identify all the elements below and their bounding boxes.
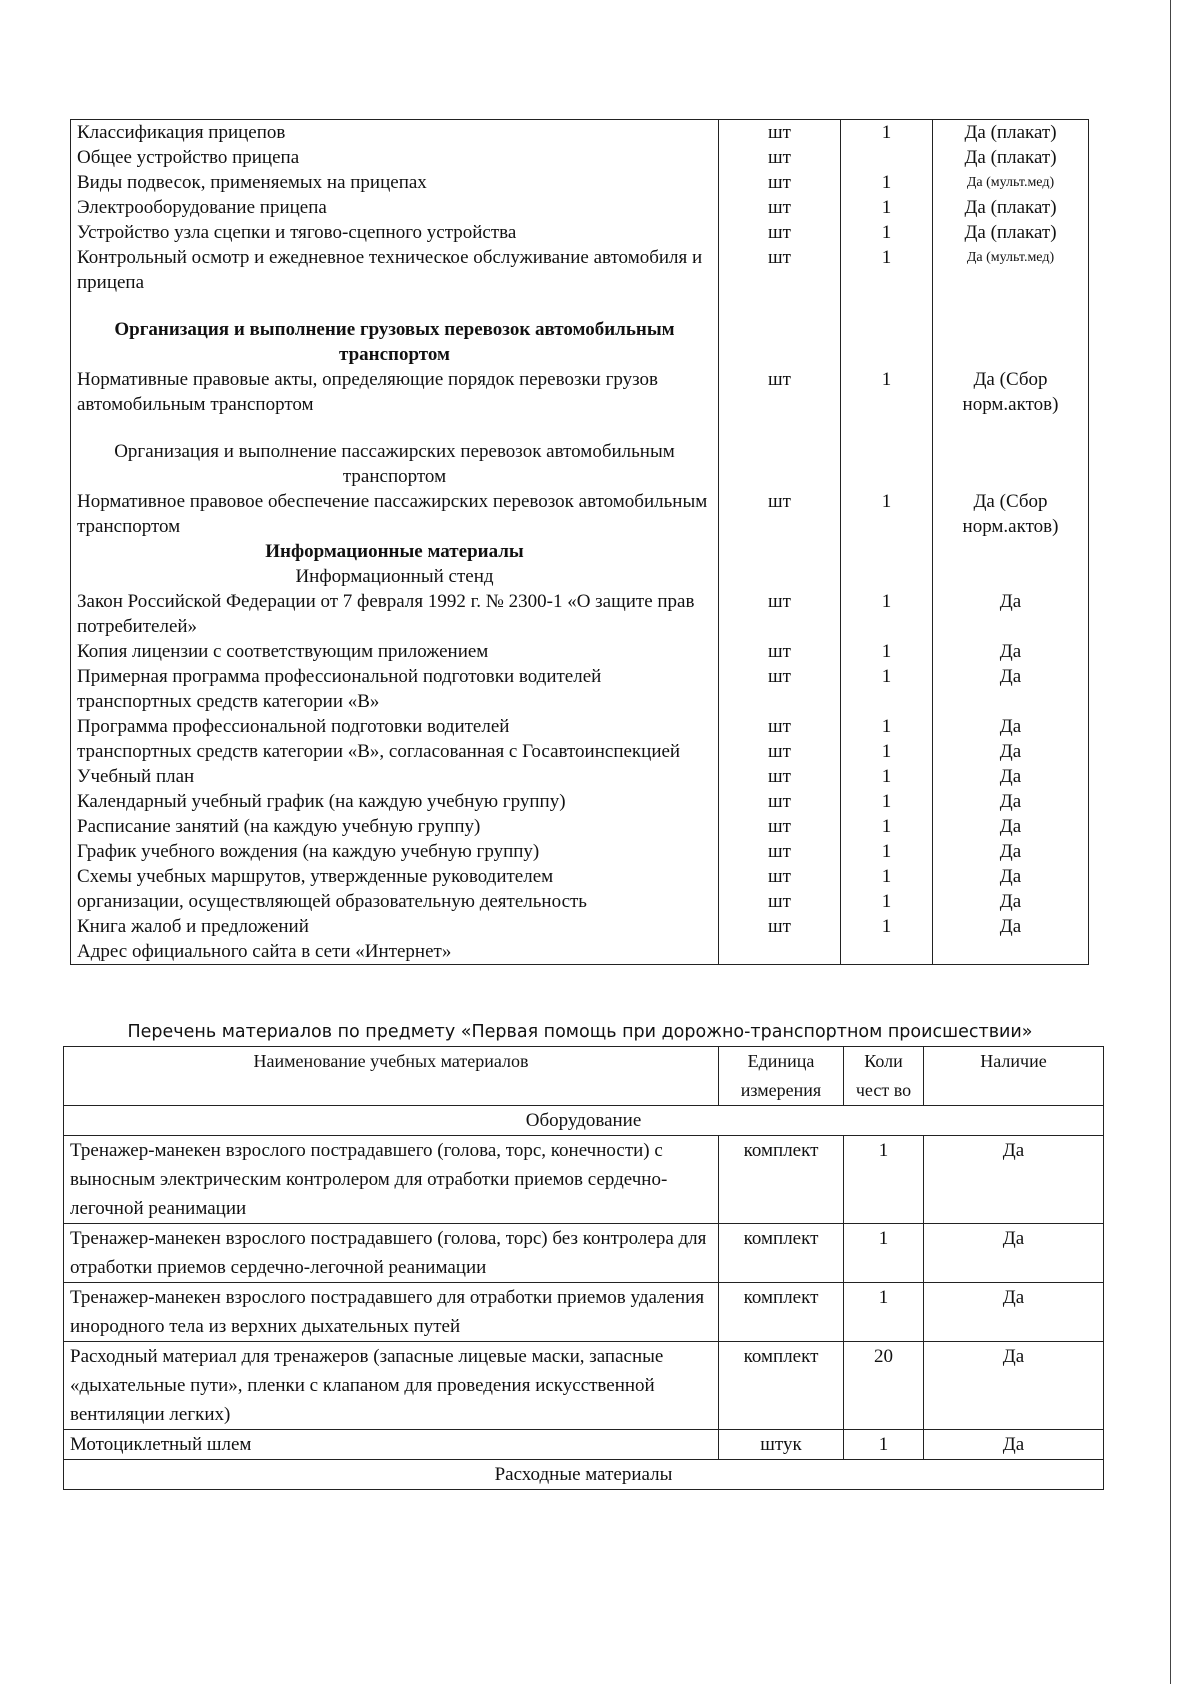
row-name: Электрооборудование прицепа — [71, 195, 719, 220]
row-unit: шт — [719, 170, 841, 195]
row-availability: Да — [933, 814, 1089, 839]
row-qty: 1 — [844, 1136, 924, 1224]
table-row — [71, 889, 1089, 914]
spacer-row — [71, 417, 1089, 439]
row-qty: 1 — [841, 789, 933, 814]
section-row — [71, 439, 1089, 489]
row-name: Закон Российской Федерации от 7 февраля 1992 г. № 2300-1 «О защите прав потребителей» — [71, 589, 719, 639]
row-name: Классификация прицепов — [71, 120, 719, 146]
section-row — [64, 1106, 1104, 1136]
row-unit — [719, 939, 841, 965]
row-availability: Да — [933, 714, 1089, 739]
row-availability — [933, 939, 1089, 965]
row-name: Схемы учебных маршрутов, утвержденные руководителем — [71, 864, 719, 889]
section-heading-passenger: Организация и выполнение пассажирских перевозок автомобильным транспортом — [71, 439, 719, 489]
row-availability: Да — [924, 1430, 1104, 1460]
row-name: Копия лицензии с соответствующим приложением — [71, 639, 719, 664]
table-row — [71, 639, 1089, 664]
page-edge-line — [1170, 0, 1171, 1684]
row-unit: шт — [719, 120, 841, 146]
row-qty: 1 — [841, 914, 933, 939]
row-name: Расходный материал для тренажеров (запасные лицевые маски, запасные «дыхательные пути», пленки с клапаном для проведения искусственной вентиляции легких) — [64, 1342, 719, 1430]
header-name: Наименование учебных материалов — [64, 1047, 719, 1106]
row-qty: 1 — [841, 170, 933, 195]
row-name: Учебный план — [71, 764, 719, 789]
section-heading-cargo: Организация и выполнение грузовых перевозок автомобильным транспортом — [71, 317, 719, 367]
table-row — [71, 839, 1089, 864]
row-qty — [841, 145, 933, 170]
row-availability: Да (мульт.мед) — [933, 170, 1089, 195]
table-row — [71, 764, 1089, 789]
row-availability: Да (плакат) — [933, 145, 1089, 170]
row-unit: шт — [719, 195, 841, 220]
table-row — [71, 789, 1089, 814]
row-availability: Да — [933, 839, 1089, 864]
row-availability: Да (плакат) — [933, 120, 1089, 146]
row-availability: Да (Сбор норм.актов) — [933, 489, 1089, 539]
header-qty: Коли чест во — [844, 1047, 924, 1106]
table-row — [71, 864, 1089, 889]
section-row — [71, 539, 1089, 564]
row-name: Тренажер-манекен взрослого пострадавшего (голова, торс, конечности) с выносным электрическим контролером для отработки приемов сердечно-легочной реанимации — [64, 1136, 719, 1224]
row-name: Мотоциклетный шлем — [64, 1430, 719, 1460]
row-availability: Да — [933, 664, 1089, 714]
row-unit: шт — [719, 889, 841, 914]
materials-table-continued — [70, 119, 1089, 965]
row-qty: 1 — [841, 864, 933, 889]
row-unit: шт — [719, 739, 841, 764]
row-unit: шт — [719, 367, 841, 417]
row-availability: Да (мульт.мед) — [933, 245, 1089, 295]
section-heading-equipment: Оборудование — [64, 1106, 1104, 1136]
row-name: Контрольный осмотр и ежедневное техническое обслуживание автомобиля и прицепа — [71, 245, 719, 295]
row-unit: штук — [719, 1430, 844, 1460]
table-row — [71, 664, 1089, 714]
table-row — [71, 120, 1089, 146]
table-row — [71, 220, 1089, 245]
header-availability: Наличие — [924, 1047, 1104, 1106]
row-availability: Да — [933, 889, 1089, 914]
table-row — [71, 245, 1089, 295]
row-qty: 1 — [841, 714, 933, 739]
table-row — [64, 1342, 1104, 1430]
row-availability: Да (плакат) — [933, 195, 1089, 220]
row-qty: 1 — [841, 664, 933, 714]
row-name: организации, осуществляющей образовательную деятельность — [71, 889, 719, 914]
row-unit: шт — [719, 839, 841, 864]
row-qty: 1 — [841, 220, 933, 245]
row-availability: Да — [924, 1136, 1104, 1224]
row-name: Общее устройство прицепа — [71, 145, 719, 170]
row-unit: шт — [719, 220, 841, 245]
section-row — [71, 564, 1089, 589]
table-row — [64, 1430, 1104, 1460]
first-aid-materials-table — [63, 1046, 1104, 1490]
row-unit: шт — [719, 589, 841, 639]
row-availability: Да — [933, 589, 1089, 639]
table-row — [71, 489, 1089, 539]
row-qty: 1 — [841, 764, 933, 789]
row-qty: 1 — [841, 195, 933, 220]
row-unit: шт — [719, 245, 841, 295]
row-unit: шт — [719, 639, 841, 664]
row-qty: 1 — [841, 814, 933, 839]
row-qty: 1 — [841, 120, 933, 146]
row-qty: 1 — [841, 589, 933, 639]
row-qty: 1 — [841, 245, 933, 295]
row-qty: 1 — [841, 739, 933, 764]
table-row — [71, 367, 1089, 417]
row-unit: комплект — [719, 1224, 844, 1283]
row-qty: 1 — [844, 1430, 924, 1460]
row-name: Календарный учебный график (на каждую учебную группу) — [71, 789, 719, 814]
row-unit: шт — [719, 914, 841, 939]
row-name: Устройство узла сцепки и тягово-сцепного устройства — [71, 220, 719, 245]
table-row — [71, 914, 1089, 939]
row-availability: Да — [924, 1224, 1104, 1283]
row-availability: Да — [933, 864, 1089, 889]
row-name: Адрес официального сайта в сети «Интернет» — [71, 939, 719, 965]
row-name: График учебного вождения (на каждую учебную группу) — [71, 839, 719, 864]
table-row — [64, 1136, 1104, 1224]
row-unit: комплект — [719, 1136, 844, 1224]
spacer-row — [71, 295, 1089, 317]
row-unit: шт — [719, 789, 841, 814]
table-row — [71, 939, 1089, 965]
row-name: Нормативные правовые акты, определяющие порядок перевозки грузов автомобильным транспортом — [71, 367, 719, 417]
row-availability: Да — [933, 739, 1089, 764]
row-unit: комплект — [719, 1283, 844, 1342]
row-name: Тренажер-манекен взрослого пострадавшего для отработки приемов удаления инородного тела из верхних дыхательных путей — [64, 1283, 719, 1342]
row-unit: шт — [719, 489, 841, 539]
row-qty: 1 — [841, 839, 933, 864]
section-heading-consumables: Расходные материалы — [64, 1460, 1104, 1490]
table-row — [71, 739, 1089, 764]
section-row — [71, 317, 1089, 367]
row-unit: шт — [719, 664, 841, 714]
subject-list-title: Перечень материалов по предмету «Первая помощь при дорожно-транспортном происшествии» — [127, 1022, 1033, 1042]
row-qty: 20 — [844, 1342, 924, 1430]
table-row — [71, 195, 1089, 220]
row-qty: 1 — [844, 1283, 924, 1342]
row-unit: комплект — [719, 1342, 844, 1430]
row-qty: 1 — [841, 367, 933, 417]
row-unit: шт — [719, 864, 841, 889]
header-row — [64, 1047, 1104, 1106]
row-availability: Да — [933, 789, 1089, 814]
row-name: Расписание занятий (на каждую учебную группу) — [71, 814, 719, 839]
table-row — [71, 589, 1089, 639]
row-qty: 1 — [841, 889, 933, 914]
header-unit: Единица измерения — [719, 1047, 844, 1106]
table-row — [64, 1283, 1104, 1342]
row-name: Книга жалоб и предложений — [71, 914, 719, 939]
row-unit: шт — [719, 764, 841, 789]
row-unit: шт — [719, 714, 841, 739]
row-name: Примерная программа профессиональной подготовки водителей транспортных средств категории «В» — [71, 664, 719, 714]
table-row — [71, 170, 1089, 195]
row-availability: Да — [924, 1342, 1104, 1430]
row-unit: шт — [719, 145, 841, 170]
row-availability: Да — [933, 914, 1089, 939]
row-name: Нормативное правовое обеспечение пассажирских перевозок автомобильным транспортом — [71, 489, 719, 539]
row-unit: шт — [719, 814, 841, 839]
row-availability: Да (плакат) — [933, 220, 1089, 245]
row-name: Программа профессиональной подготовки водителей — [71, 714, 719, 739]
row-qty — [841, 939, 933, 965]
row-availability: Да — [933, 764, 1089, 789]
row-qty: 1 — [844, 1224, 924, 1283]
row-name: Тренажер-манекен взрослого пострадавшего (голова, торс) без контролера для отработки приемов сердечно-легочной реанимации — [64, 1224, 719, 1283]
row-qty: 1 — [841, 639, 933, 664]
subsection-heading-stand: Информационный стенд — [71, 564, 719, 589]
row-availability: Да — [933, 639, 1089, 664]
table-row — [64, 1224, 1104, 1283]
row-availability: Да — [924, 1283, 1104, 1342]
row-name: Виды подвесок, применяемых на прицепах — [71, 170, 719, 195]
row-availability: Да (Сбор норм.актов) — [933, 367, 1089, 417]
row-name: транспортных средств категории «В», согласованная с Госавтоинспекцией — [71, 739, 719, 764]
table-row — [71, 814, 1089, 839]
row-qty: 1 — [841, 489, 933, 539]
section-row — [64, 1460, 1104, 1490]
table-row — [71, 145, 1089, 170]
table-row — [71, 714, 1089, 739]
section-heading-info: Информационные материалы — [71, 539, 719, 564]
